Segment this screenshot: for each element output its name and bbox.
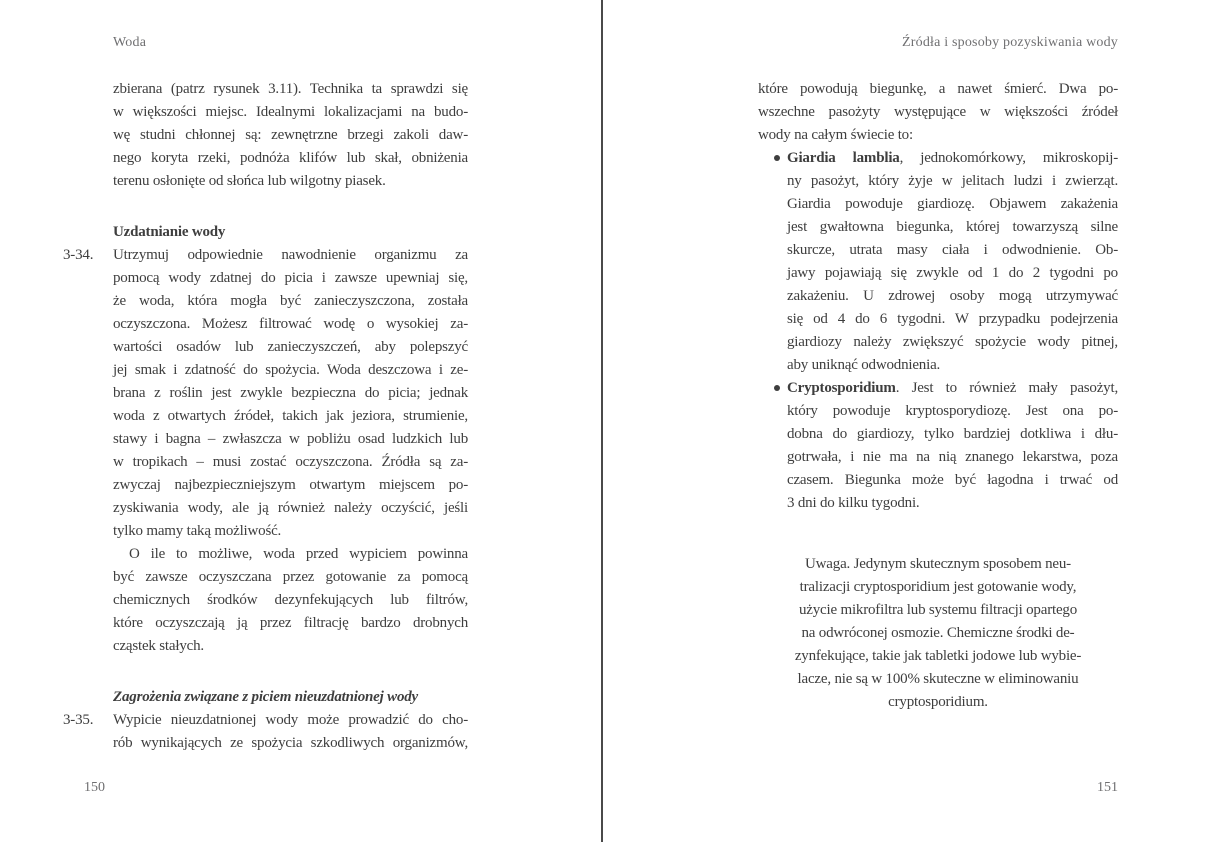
text-line: Cryptosporidium. Jest to również mały pasożyt,: [787, 380, 1118, 396]
text-line: zbierana (patrz rysunek 3.11). Technika ta sprawdzi się: [113, 81, 468, 97]
text-line: wody na całym świecie to:: [758, 127, 913, 143]
text-line: wę studni chłonnej są: zewnętrzne brzegi zakoli daw-: [113, 127, 468, 143]
text-line: terenu osłonięte od słońca lub wilgotny piasek.: [113, 173, 386, 189]
text-line: stawy i bagna – zwłaszcza w pobliżu osad ludzkich lub: [113, 431, 468, 447]
bullet-icon: [774, 155, 780, 161]
text-line: Wypicie nieuzdatnionej wody może prowadzić do cho-: [113, 712, 468, 728]
note-paragraph: [758, 553, 1118, 714]
page-number-right: 151: [1097, 780, 1118, 795]
text-line: brana z roślin jest zwykle bezpieczna do picia; jednak: [113, 385, 468, 401]
intro-paragraph: [113, 78, 468, 193]
numbered-item-3-34: [63, 244, 468, 658]
text-line: O ile to możliwe, woda przed wypiciem powinna: [129, 546, 468, 562]
text-line: wartości osadów lub zanieczyszczeń, aby polepszyć: [113, 339, 468, 355]
text-line: że woda, która mogła być zanieczyszczona, została: [113, 293, 468, 309]
text-line: pomocą wody zdatnej do picia i zawsze upewniaj się,: [113, 270, 468, 286]
item-number-label: 3-34.: [63, 247, 94, 263]
text-line: wszechne pasożyty występujące w większości źródeł: [758, 104, 1118, 120]
page-body-right: [758, 78, 1118, 714]
page-right: [603, 0, 1207, 842]
text-line: Uzdatnianie wody: [113, 224, 226, 240]
text-line: cząstek stałych.: [113, 638, 204, 654]
bullet-giardia: [787, 147, 1118, 377]
text-line: oczyszczona. Możesz filtrować wodę o wysokiej za-: [113, 316, 468, 332]
text-line: na odwróconej osmozie. Chemiczne środki de-: [801, 625, 1075, 641]
text-line: Giardia powoduje giardiozę. Objawem zakażenia: [787, 196, 1118, 212]
text-line: nego koryta rzeki, podnóża klifów lub skał, obniżenia: [113, 150, 468, 166]
continuation-paragraph: [758, 78, 1118, 147]
text-line: który powoduje kryptosporydiozę. Jest ona po-: [787, 403, 1118, 419]
text-line: w tropikach – musi zostać oczyszczona. Źródła są za-: [113, 454, 468, 470]
running-head-left: Woda: [113, 35, 147, 50]
text-line: użycie mikrofiltra lub systemu filtracji opartego: [798, 602, 1078, 618]
text-line: jej smak i zdatność do spożycia. Woda deszczowa i ze-: [113, 362, 468, 378]
page-body-left: [63, 78, 468, 755]
text-line: w większości miejsc. Idealnymi lokalizacjami na budo-: [113, 104, 468, 120]
text-line: się od 4 do 6 tygodni. W przypadku podejrzenia: [787, 311, 1118, 327]
page-number-left: 150: [84, 780, 105, 795]
text-line: 3 dni do kilku tygodni.: [787, 495, 920, 511]
section-heading: [113, 221, 468, 244]
numbered-item-3-35: [63, 709, 468, 755]
text-line: zyskiwania wody, ale ją również należy oczyścić, jeśli: [113, 500, 468, 516]
text-line: tylko mamy taką możliwość.: [113, 523, 282, 539]
text-line: zynfekujące, takie jak tabletki jodowe lub wybie-: [794, 648, 1082, 664]
text-line: jawy pojawiają się zwykle od 1 do 2 tygodni po: [787, 265, 1118, 281]
bullet-icon: [774, 385, 780, 391]
text-line: giardiozy należy zwiększyć spożycie wody pitnej,: [787, 334, 1118, 350]
text-line: jest gwałtowna biegunka, której towarzyszą silne: [787, 219, 1118, 235]
parasite-name-bold: Giardia lamblia: [787, 150, 900, 166]
text-line: cryptosporidium.: [888, 694, 988, 710]
text-line: dobna do giardiozy, tylko bardziej dotkliwa i dłu-: [787, 426, 1118, 442]
bullet-cryptosporidium: [787, 377, 1118, 515]
text-line: chemicznych środków dezynfekujących lub filtrów,: [113, 592, 468, 608]
text-line: które powodują biegunkę, a nawet śmierć. Dwa po-: [758, 81, 1118, 97]
text-line: czasem. Biegunka może być łagodna i trwać od: [787, 472, 1118, 488]
text-line: być zawsze oczyszczana przez gotowanie za pomocą: [113, 569, 468, 585]
text-line: tralizacji cryptosporidium jest gotowanie wody,: [799, 579, 1077, 595]
text-line: lacze, nie są w 100% skuteczne w eliminowaniu: [797, 671, 1079, 687]
text-line: gotrwała, i nie ma na nią znanego lekarstwa, poza: [787, 449, 1118, 465]
text-line: które oczyszczają ją przez filtrację bardzo drobnych: [113, 615, 468, 631]
text-line: Giardia lamblia, jednokomórkowy, mikroskopij-: [787, 150, 1118, 166]
subsection-heading: [113, 686, 468, 709]
text-line: Zagrożenia związane z piciem nieuzdatnionej wody: [113, 689, 419, 705]
text-line: zakażeniu. U zdrowej osoby mogą utrzymywać: [787, 288, 1118, 304]
text-line: zwyczaj najbezpieczniejszym otwartym miejscem po-: [113, 477, 468, 493]
running-head-right: Źródła i sposoby pozyskiwania wody: [902, 35, 1118, 50]
text-line: woda z otwartych źródeł, takich jak jeziora, strumienie,: [113, 408, 468, 424]
item-number-label: 3-35.: [63, 712, 94, 728]
page-left: [0, 0, 601, 842]
text-line: Utrzymuj odpowiednie nawodnienie organizmu za: [113, 247, 468, 263]
parasite-name-bold: Cryptosporidium: [787, 380, 896, 396]
text-line: Uwaga. Jedynym skutecznym sposobem neu-: [805, 556, 1071, 572]
text-line: skurcze, utrata masy ciała i odwodnienie. Ob-: [787, 242, 1118, 258]
text-line: ny pasożyt, który żyje w jelitach ludzi i zwierząt.: [787, 173, 1118, 189]
text-line: aby uniknąć odwodnienia.: [787, 357, 941, 373]
text-line: rób wynikających ze spożycia szkodliwych organizmów,: [113, 735, 468, 751]
